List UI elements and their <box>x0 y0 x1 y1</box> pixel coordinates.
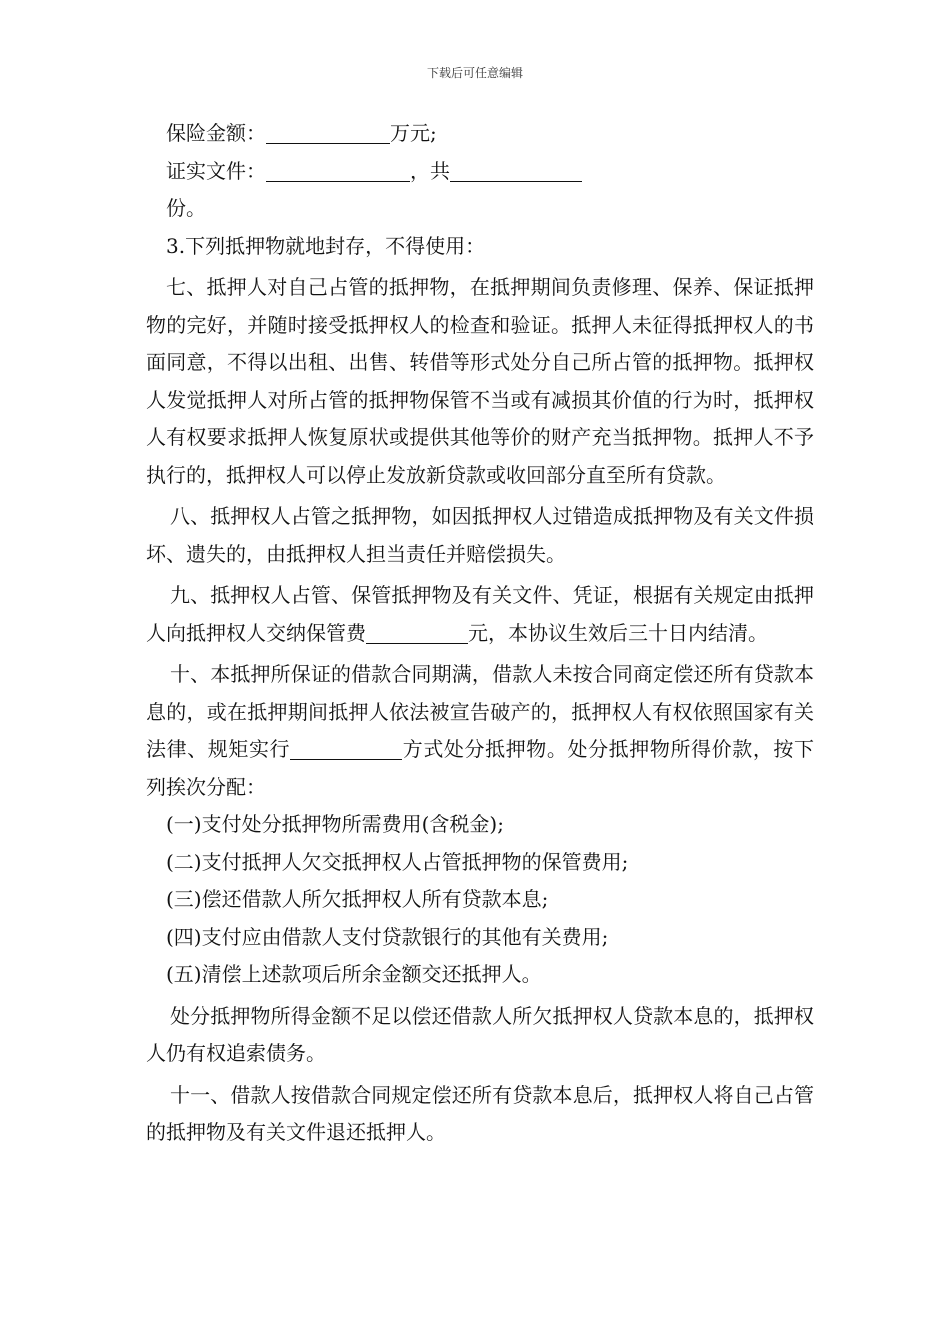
paragraph-9-part-b: 元，本协议生效后三十日内结清。 <box>468 620 768 645</box>
list-item: (一)支付处分抵押物所需费用(含税金); <box>166 812 504 836</box>
insurance-amount-blank <box>266 121 390 144</box>
paragraph-9 <box>146 577 814 652</box>
paragraph-10-part-a: 十、本抵押所保证的借款合同期满，借款人未按合同商定偿还所有贷款本息的，或在抵押期间抵押人依法被宣告破产的，抵押权人有权依照国家有关法律、规矩实行 <box>146 662 814 761</box>
storage-fee-blank <box>366 621 468 644</box>
paragraph-3: 3.下列抵押物就地封存，不得使用： <box>166 233 486 258</box>
paragraph-7: 七、抵押人对自己占管的抵押物，在抵押期间负责修理、保养、保证抵押物的完好，并随时接受抵押权人的检查和验证。抵押人未征得抵押权人的书面同意，不得以出租、出售、转借等形式处分自己所占管的抵押物。抵押权人发觉抵押人对所占管的抵押物保管不当或有减损其价值的行为时，抵押权人有权要求抵押人恢复原状或提供其他等价的财产充当抵押物。抵押人不予执行的，抵押权人可以停止发放新贷款或收回部分直至所有贷款。 <box>146 275 814 487</box>
list-item: (二)支付抵押人欠交抵押权人占管抵押物的保管费用; <box>166 849 629 874</box>
disposal-method-blank <box>290 737 402 760</box>
proof-docs-label: 证实文件： <box>166 158 266 183</box>
proof-docs-count-blank <box>450 159 582 182</box>
paragraph-10 <box>146 656 814 806</box>
paragraph-8: 八、抵押权人占管之抵押物，如因抵押权人过错造成抵押物及有关文件损坏、遗失的，由抵押权人担当责任并赔偿损失。 <box>146 504 814 566</box>
list-item: (三)偿还借款人所欠抵押权人所有贷款本息; <box>166 887 549 911</box>
list-item: (四)支付应由借款人支付贷款银行的其他有关费用; <box>166 924 609 949</box>
insurance-amount-unit: 万元; <box>390 121 437 145</box>
proof-docs-line <box>146 153 814 191</box>
insurance-amount-label: 保险金额： <box>166 121 266 145</box>
proof-docs-unit-line <box>146 190 814 228</box>
proof-docs-blank <box>266 159 410 182</box>
list-item: (五)清偿上述款项后所余金额交还抵押人。 <box>166 962 542 986</box>
paragraph-9-part-a: 九、抵押权人占管、保管抵押物及有关文件、凭证，根据有关规定由抵押人向抵押权人交纳保管费 <box>146 583 814 645</box>
paragraph-shortfall: 处分抵押物所得金额不足以偿还借款人所欠抵押权人贷款本息的，抵押权人仍有权追索债务。 <box>146 1003 814 1065</box>
document-body <box>146 115 814 1152</box>
insurance-amount-line <box>146 115 814 153</box>
paragraph-10-part-b: 方式处分抵押物。处分抵押物所得价款，按下列挨次分配： <box>146 737 815 799</box>
page-header-note: 下载后可任意编辑 <box>426 66 523 80</box>
proof-docs-mid: ，共 <box>410 158 450 183</box>
paragraph-11: 十一、借款人按借款合同规定偿还所有贷款本息后，抵押权人将自己占管的抵押物及有关文件退还抵押人。 <box>146 1082 814 1144</box>
proof-docs-unit: 份。 <box>166 196 206 220</box>
